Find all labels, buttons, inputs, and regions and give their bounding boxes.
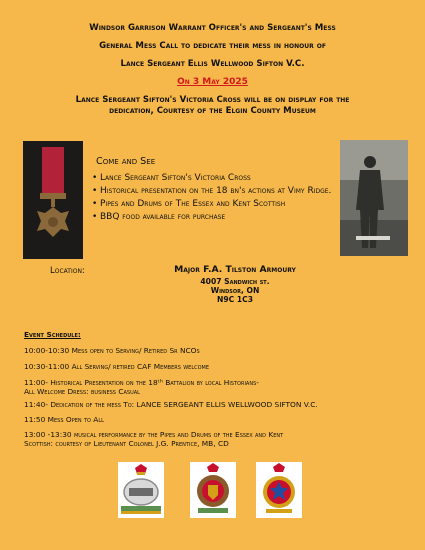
display-note-line1: Lance Sergeant Sifton's Victoria Cross will be on display for the: [75, 95, 350, 105]
soldier-portrait-photo: [340, 140, 408, 256]
location-label: Location:: [50, 266, 85, 276]
venue-street: 4007 Sandwich st.: [200, 277, 270, 286]
schedule-item: 11:00- Historical Presentation on the 18ᵗʰ Battalion by local Historians-: [24, 378, 259, 387]
schedule-title: Event Schedule:: [24, 330, 81, 339]
come-and-see-title: Come and See: [96, 156, 156, 167]
venue-name: Major F.A. Tilston Armoury: [174, 264, 296, 275]
schedule-item: 11:40- Dedication of the mess To: LANCE SERGEANT ELLIS WELLWOOD SIFTON V.C.: [24, 400, 318, 409]
venue-postal: N9C 1C3: [217, 295, 253, 304]
regimental-crest-tank: [118, 462, 164, 518]
schedule-item: Scottish: courtesy of Lieutenant Colonel J.G. Prentice, MB, CD: [24, 439, 229, 448]
schedule-item: 10:00-10:30 Mess open to Serving/ Retired Sr NCOs: [24, 346, 200, 355]
schedule-item: 13:00 -13:30 musical performance by the Pipes and Drums of the Essex and Kent: [24, 430, 284, 439]
event-date: On 3 May 2025: [177, 77, 248, 87]
honoree-line: Lance Sergeant Ellis Wellwood Sifton V.C.: [120, 59, 305, 69]
regimental-crest-shield: [190, 462, 236, 518]
victoria-cross-medal-image: [23, 141, 83, 259]
mess-call-line: General Mess Call to dedicate their mess in honour of: [99, 41, 326, 51]
schedule-item: 10:30-11:00 All Serving/ retired CAF Members welcome: [24, 362, 210, 371]
display-note-line2: dedication, Courtesy of the Elgin County Museum: [109, 106, 316, 116]
venue-city: Windsor, ON: [210, 286, 260, 295]
mess-title: Windsor Garrison Warrant Officer's and Sergeant's Mess: [89, 23, 336, 33]
list-item: • Lance Sergeant Sifton's Victoria Cross: [92, 172, 332, 184]
come-and-see-list: [92, 172, 332, 224]
list-item: • BBQ food available for purchase: [92, 211, 332, 223]
list-item: • Historical presentation on the 18 bn's actions at Vimy Ridge.: [92, 185, 332, 197]
list-item: • Pipes and Drums of The Essex and Kent Scottish: [92, 198, 332, 210]
schedule-item: All Welcome Dress: business Casual: [24, 387, 140, 396]
regimental-crest-maple: [256, 462, 302, 518]
schedule-item: 11:50 Mess Open to All: [24, 415, 104, 424]
